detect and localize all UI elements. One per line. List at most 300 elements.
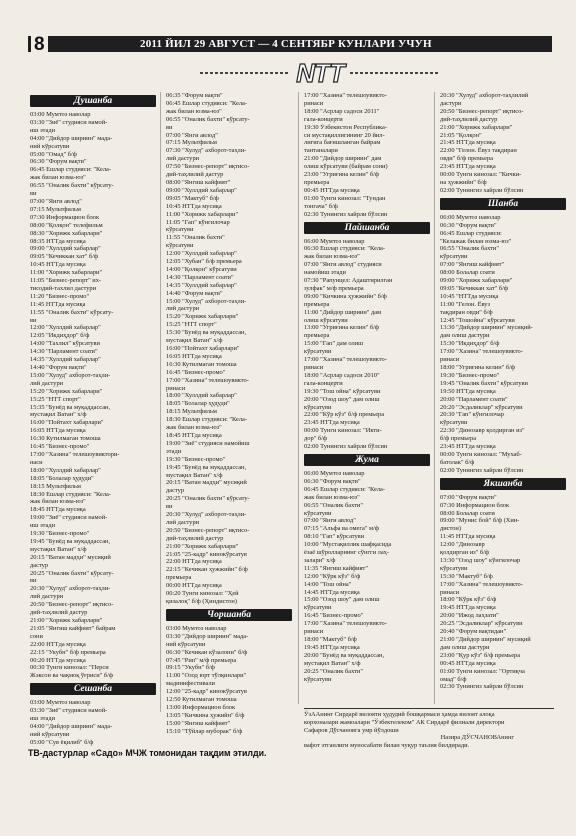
program-line: кўрсатуви (440, 564, 468, 572)
condolence-line: Сафаров Дўсчановга умр йўлдоши (304, 726, 399, 734)
program-line: 18:00 "Мактуб" б/ф (304, 636, 357, 643)
program-line: ёзаё шўролларнинг сўнгги лаҳ- (304, 549, 390, 557)
program-line: жак билан юзма-юз" (30, 498, 86, 506)
program-line: 03:30 "Зиё" студияси намой- (30, 707, 108, 715)
program-line: 20:50 "Бизнес-репорт" иқтисо- (166, 526, 250, 534)
program-line: 06:30 "Форум вақти" (440, 221, 497, 229)
condolence-name: Назира ДЎСЧАНОВАнинг (440, 734, 514, 742)
program-line: 06:55 "Оналик бахти" кўрсату- (30, 182, 114, 190)
program-line: кўрсатуви (304, 403, 332, 411)
program-line: кўрсатуви (166, 242, 194, 250)
program-line: 21:00 "Хорижк хабарлари" (166, 542, 239, 550)
program-line: 21:45 НТТда мусиқа (440, 139, 496, 147)
program-line: премьера (166, 574, 192, 582)
program-line: овди" б/ф премьера (440, 155, 493, 163)
column-divider (434, 92, 435, 704)
program-line: си мустақиллигининг 20 йил- (304, 131, 385, 139)
program-line: 18:00 "Асрлар садоси 2011" (304, 107, 380, 115)
program-line: кўрсатуви (304, 509, 332, 517)
column-divider (298, 92, 299, 704)
program-line: 06:45 Ешлар студияси: (440, 229, 502, 237)
program-line: 15:25 "НТТ спорт" (166, 321, 217, 329)
program-line: 09:00 "Хорижк хабарлари" (440, 277, 513, 285)
program-line: 00:45 НТТда мусиқа (440, 659, 496, 667)
program-line: 19:30 "Бизнес-промо" (30, 530, 90, 538)
program-line: 00:00 НТТда мусиқа (166, 582, 222, 590)
program-line: мадинифестивали (166, 680, 215, 688)
program-line: 18:45 НТТда мусиқа (166, 431, 222, 439)
program-line: 20:25 "Оналик бахти" кўрсату- (30, 569, 114, 577)
program-line: 13:30 "Дийдор шириин" мусиқий- (440, 324, 533, 332)
program-line: жак билан юзма-юз" (304, 493, 360, 501)
program-line: на ҳужжийн" б/ф (440, 178, 487, 186)
program-line: 19:45 НТТда мусиқа (304, 643, 360, 651)
program-line: кўрсатуви (440, 253, 468, 261)
program-line: 22:00 "Гелон. Ёвуз тақдиран (440, 147, 517, 155)
program-line: этади (166, 447, 182, 455)
program-line: 11:55 "Оналик бахти" кўрсату- (30, 308, 114, 316)
program-line: 14:40 "Форум вақти" (166, 289, 223, 297)
schedule-column-4 (440, 92, 566, 691)
program-line: 18:05 "Болалар ҳудуди" (166, 400, 230, 408)
program-line: 18:15 Мультфильм (30, 482, 81, 490)
program-line: қизалоқ" б/ф (Ҳиндистон) (166, 598, 237, 605)
program-line: 19:30 "Бизнес-промо" (166, 455, 226, 463)
program-line: 09:00 "Кичкина ҳужжийн" б/ф (304, 292, 387, 300)
program-line: 06:30 "Кечикан кўзалони" б/ф (166, 648, 248, 656)
program-line: 08:00 Болалар соати (440, 509, 495, 517)
program-line: 20:30 "Хулуд" ахборот-таҳли- (30, 585, 111, 593)
program-line: 20:00 "Парламент соати" (440, 395, 508, 403)
program-line: 07:30 "Рапунцел: Адаштирилган (304, 277, 393, 285)
program-line: 18:05 "Болалар ҳудуди" (30, 474, 94, 482)
program-line: премьера (304, 178, 330, 186)
program-line: жак билан юзма-юз" (166, 424, 222, 432)
program-line: ринаси (304, 99, 324, 107)
program-line: дий-таҳлилий дастур (166, 534, 224, 542)
program-line: 19:30 "Бизнес-промо" (440, 371, 500, 379)
program-line: 19:30 "Тош ойна" кўрсатуви (304, 387, 381, 395)
program-line: 20:00 "Бунёд ва муқаддассан, (304, 651, 385, 659)
footer-note: ТВ-дастурлар «Садо» МЧЖ томонидан тақдим этилди. (28, 748, 267, 758)
program-line: ви (30, 190, 37, 198)
program-line: 14:40 "Форум вақти" (30, 364, 87, 371)
program-line: 16:00 "Пойтахт хабарлари" (166, 345, 240, 352)
program-line: 12:00 "25-кадр" кинокўрсатув (166, 688, 247, 696)
program-line: 20:15 "Ватан мадҳи" мусиқий (30, 553, 111, 561)
program-line: 15:00 "Гап" дам олиш (304, 340, 364, 348)
program-line: 08:35 НТТда мусиқа (30, 237, 86, 245)
program-line: ви (166, 123, 173, 131)
program-line: 08:00 "Янгиш кайфият" (166, 178, 231, 186)
program-line: 10:00 "Мустақиллик шафқасида (304, 541, 392, 549)
program-line: жак билан юзма-юз" (304, 253, 360, 261)
program-line: 20:25 "Оналик бахти" (304, 667, 363, 675)
program-line: 17:00 "Хазина" телешоувикто- (166, 376, 249, 384)
program-line: 15:00 "Озод шоу" дам олиш (304, 596, 380, 604)
program-line: 12:00 "Хуллдий хабарлар" (30, 324, 101, 332)
program-line: наси (30, 458, 43, 466)
program-line: 02:30 Тунингиз хайрли бўлсин (304, 210, 388, 218)
program-line: 08:00 Болалар соати (440, 269, 495, 277)
program-line: 00:00 Тунги кинозал: "Мухаб- (440, 450, 522, 458)
program-line: 10:45 НТТда мусиқа (30, 261, 86, 269)
program-line: 09:05 "Мактуб" б/ф (166, 194, 219, 202)
program-line: 16:05 НТТда мусиқа (30, 427, 86, 435)
program-line: 11:35 "Янгиш кайфият" (304, 564, 368, 572)
program-line: 03:00 Мумтоз наволар (30, 699, 91, 707)
program-line: 02:00 Тунингиз хайрли бўлсин (440, 186, 524, 194)
program-line: 15:00 "Янгиш кайфият" (166, 719, 231, 727)
program-line: 15:20 "Хорижк хабарлари" (30, 387, 103, 395)
program-line: сони (30, 632, 43, 640)
day-heading: Якшанба (440, 478, 566, 490)
program-line: 07:30 "Хулуд" ахборот-таҳли- (166, 147, 247, 155)
program-line: лий дастури (166, 305, 200, 313)
program-line: 11:45 НТТда мусиқа (30, 300, 86, 308)
program-line: лигига бағишланган байрам (304, 139, 381, 147)
program-line: 15:30 "Мактуб" б/ф (440, 572, 493, 580)
program-line: 23:00 "Угриғина келин" б/ф (304, 171, 380, 179)
program-line: 08:00 "Қолқон" телефильм (30, 221, 103, 229)
program-line: "Келажак билан юзма-юз" (440, 237, 512, 245)
program-line: 06:55 "Оналик бахти" кўрсату- (166, 115, 250, 123)
program-line: дастур (166, 487, 185, 495)
program-line: 20:25 "Эсдаликлар" кўрсатуви (440, 620, 523, 628)
day-heading: Чоршанба (166, 609, 292, 621)
program-line: кўрсатуви (304, 348, 332, 356)
program-line: 14:35 "Хуллдий хабарлар" (30, 356, 101, 364)
program-line: 18:15 Мультфильм (166, 408, 217, 416)
program-line: 21:05 "25-кадр" кинокўрсатув (166, 550, 247, 558)
page-header-bar (28, 36, 552, 52)
program-line: 21:05 "Қолқон" (440, 131, 482, 139)
program-line: 23:45 НТТда мусиқа (440, 443, 496, 451)
program-line: жак билан юзма-юз" (166, 107, 222, 115)
program-line: ринаси (304, 628, 324, 636)
program-line: 16:45 "Бизнес-промо" (166, 368, 226, 376)
program-line: 20:15 "Ватан мадҳи" мусиқий (166, 479, 247, 487)
program-line: ринаси (166, 384, 186, 392)
program-line: 12:50 Кутилмаган томоша (166, 696, 237, 704)
program-line: тисодий-тахлил дастури (30, 284, 97, 292)
program-line: лий дастури (166, 155, 200, 163)
program-line: 01:00 Тунги кинозал: "Ортиқча (440, 667, 525, 675)
program-line: 05:00 "Омад" б/ф (30, 150, 77, 158)
program-line: 02:00 Тунингиз хайрли бўлсин (304, 443, 388, 451)
program-line: 04:00 "Дийдор шириин" мада- (30, 134, 113, 142)
program-line: гала-концерти (304, 379, 343, 387)
program-line: 19:50 НТТда мусиқа (440, 387, 496, 395)
logo-rule-left (200, 72, 290, 74)
program-line: ний кўрсатуви (30, 730, 70, 738)
program-line: Жэксон ва чақмоқ ўғриси" б/ф (30, 672, 113, 680)
program-line: 18:00 "Угриғина келин" б/ф (440, 364, 516, 371)
program-line: 20:20 "Эсдаликлар" кўрсатуви (440, 403, 523, 411)
program-line: ви (30, 577, 37, 585)
program-line: 00:00 Тунги кинозал: "Кички- (440, 171, 522, 179)
program-line: 09:00 "Мунис бой" б/ф (Хин- (440, 517, 520, 525)
program-line: дистон) (440, 525, 461, 533)
program-line: 12:00 "Хуллдий хабарлар" (166, 250, 237, 258)
schedule-column-1 (30, 92, 156, 746)
program-line: 15:00 "Хулуд" ахборот-таҳли- (30, 371, 111, 379)
program-line: 03:00 Мумтоз наволар (30, 111, 91, 118)
program-line: 14:00 "Қолқон" кўрсатуви (166, 265, 237, 273)
program-line: 10:45 НТТда мусиқа (166, 202, 222, 210)
program-line: 20:25 "Оналик бахти" кўрсату- (166, 495, 250, 503)
program-line: 11:00 "Гелон. Ёвуз (440, 300, 490, 308)
program-line: 20:00 "Озод шоу" дам олиш (304, 395, 380, 403)
program-line: 07:15 Мультфильм (30, 205, 81, 213)
program-line: 05:00 "Сув ёқилиб" б/ф (30, 738, 94, 746)
program-line: премьера (304, 332, 330, 340)
program-line: 19:00 "Зиё" студияси намойиш (166, 439, 250, 447)
program-line: дастури (440, 99, 462, 107)
program-line: 06:00 Мумтоз наволар (304, 237, 365, 245)
program-line: 17:00 "Хазина" телешоувикто- (304, 92, 387, 99)
program-line: 03:30 "Дийдор шириин" мада- (166, 632, 249, 640)
program-line: 07:00 "Янги авлод" (30, 197, 82, 205)
program-line: 21:00 "Хорижк хабарлари" (440, 123, 513, 131)
program-line: лий дастури (30, 593, 64, 601)
program-line: мустақил Ватан" х/ф (166, 471, 223, 479)
program-line: мустақил Ватан" х/ф (30, 411, 87, 419)
program-line: 13:00 "Угриғина келин" б/ф (304, 324, 380, 332)
program-line: 19:45 "Оналик бахти" кўрсатуви (440, 379, 528, 387)
schedule-column-3 (304, 92, 430, 683)
program-line: жак билан юзма-юз" (30, 174, 86, 182)
program-line: ний кўрсатуви (30, 142, 70, 150)
program-line: 21:00 "Дийдор шириин" мусиқий (440, 636, 531, 643)
program-line: 18:00 "Асрлар садоси 2010" (304, 371, 380, 379)
program-line: 06:45 Ешлар студияси: "Кела- (30, 166, 111, 174)
program-line: 09:05 "Кечиккан хат" б/ф (440, 284, 509, 292)
program-line: 07:30 Информацион блок (440, 501, 510, 509)
program-line: ринаси (440, 588, 460, 596)
program-line: 03:30 "Зиё" студияси намой- (30, 118, 108, 126)
program-line: 15:30 "Икдиҳдор" б/ф (440, 340, 500, 348)
program-line: 09:05 "Кечиккан хат" б/ф (30, 253, 99, 261)
program-line: 21:00 "Хорижк хабарлари" (30, 617, 103, 624)
program-line: 02:30 Тунингиз хайрли бўлсин (440, 683, 524, 691)
program-line: 06:30 "Форум вақти" (304, 477, 361, 485)
program-line: 09:15 "Укубн" б/ф (166, 664, 215, 672)
program-line: 15:10 "Тўйлар муборак" б/ф (166, 727, 243, 735)
program-line: 20:40 "Форум вақтидан" (440, 628, 507, 636)
program-line: 07:00 "Янги авлод" (166, 131, 218, 139)
program-line: 01:00 Тунги кинозал: "Тундан (304, 194, 386, 202)
program-line: 07:30 Информацион блок (30, 213, 100, 221)
program-line: 00:20 НТТда мусиқа (30, 656, 86, 664)
program-line: 09:00 "Хуллдий хабарлар" (30, 245, 101, 253)
program-line: 19:00 "Зиё" студияси намой- (30, 514, 108, 522)
program-line: 07:00 "Янги авлод" (304, 517, 356, 525)
program-line: 20:50 "Бизнес-репорт" иқтисо- (440, 107, 524, 115)
program-line: 06:35 "Форум вақти" (166, 92, 223, 99)
program-line: олиш кўрсатуви (байрам сони) (304, 163, 388, 171)
program-line: 11:05 "Бизнес-репорт" их- (30, 277, 102, 285)
program-line: премьера (304, 300, 330, 308)
program-line: 07:45 "Рип" м/ф премьера (166, 656, 237, 664)
program-line: лий дастури (166, 518, 200, 526)
program-line: дор" б/ф (304, 435, 328, 443)
program-line: 06:00 Мумтоз наволар (440, 213, 501, 221)
program-line: 17:00 "Хазина" телешоувикто- (304, 620, 387, 628)
program-line: тақдиран овди" б/ф (440, 308, 493, 316)
program-line: омад" б/ф (440, 675, 467, 683)
program-line: 19:45 НТТда мусиқа (440, 604, 496, 612)
program-line: 06:45 Ешлар студияси: "Кела- (304, 485, 385, 493)
program-line: 16:30 Кутилмаган томоша (30, 435, 101, 443)
program-line: 15:35 "Бунёд ва муқаддассан, (30, 403, 111, 411)
program-line: 06:45 Ешлар студияси: "Кела- (166, 99, 247, 107)
program-line: 12:45 "Тошойна" кўрсатуви (440, 316, 515, 324)
program-line: 23:00 "Қур кўз" б/ф премьера (440, 651, 521, 659)
program-line: 15:20 "Хорижк хабарлари" (166, 313, 239, 321)
program-line: 15:30 "Бунёд ва муқаддассан, (166, 329, 247, 337)
program-line: 20:50 "Бизнес-репорт" иқтисо- (30, 601, 114, 609)
day-heading: Душанба (30, 95, 156, 107)
program-line: 17:00 "Хазина" телешоувикто- (440, 580, 523, 588)
page-number: 8 (31, 34, 48, 56)
program-line: кўрсатуви (304, 675, 332, 683)
program-line: иш этади (30, 522, 56, 530)
program-line: кўрсатуви (304, 604, 332, 612)
program-line: 21:05 "Янгиш кайфият" байрам (30, 624, 116, 632)
program-line: мустақил Ватан" х/ф (304, 659, 361, 667)
program-line: 17:00 "Хазина" телешоувикто- (440, 348, 523, 356)
program-line: 11:00 "Дийдор шириин" дам (304, 308, 382, 316)
program-line: мустақил Ватан" х/ф (30, 545, 87, 553)
program-line: 18:30 Ешлар студияси: "Кела- (166, 416, 247, 424)
program-line: 22:30 "Динозавр қолдирган из" (440, 427, 525, 435)
program-line: 17:00 "Хазина" телешоувиктори- (30, 450, 120, 458)
program-line: дий-таҳлилий дастур (440, 115, 498, 123)
program-line: 15:00 "Хулуд" ахборот-таҳли- (166, 297, 247, 305)
day-heading: Жума (304, 454, 430, 466)
program-line: 19:45 "Бунёд ва муқаддассан, (30, 537, 111, 545)
program-line: 14:45 НТТда мусиқа (304, 588, 360, 596)
program-line: 06:30 "Форум вақти" (30, 158, 87, 166)
program-line: ринаси (304, 364, 324, 371)
program-line: 19:30 Ўзбекистон Республика- (304, 123, 387, 131)
program-line: 14:35 "Хуллдий хабарлар" (166, 281, 237, 289)
program-line: 00:20 Тунги кинозал: "Ҳей (166, 590, 239, 598)
condolence-line: ЎзААнинг Сирдарё вилояти ҳудудий бошқармаси ҳамда вилоят алоқа (304, 711, 495, 718)
program-line: 14:30 "Парламент соати" (166, 273, 234, 281)
program-line: 12:00 "Кўрк кўз" б/ф (304, 572, 361, 580)
program-line: 07:00 "Форум вақти" (440, 493, 497, 501)
program-line: 22:00 НТТда мусиқа (166, 558, 222, 566)
program-line: 07:00 "Янгиш кайфият" (440, 261, 505, 269)
program-line: 13:00 Информацион блок (166, 703, 236, 711)
program-line: 03:00 Мумтоз наволар (166, 624, 227, 632)
program-line: залари" х/ф (304, 556, 336, 564)
program-line: 16:05 НТТда мусиқа (166, 352, 222, 360)
header-title: 2011 ЙИЛ 29 АВГУСТ — 4 СЕНТЯБР КУНЛАРИ УЧУН (140, 38, 432, 50)
program-line: 14:00 "Тахлил" кўрсатуви (30, 340, 100, 348)
program-line: қолдирган из" б/ф (440, 549, 490, 557)
program-line: 22:15 "Укубн" б/ф премьера (30, 648, 106, 656)
program-line: 15:25 "НТТ спорт" (30, 395, 81, 403)
program-line: батолак" б/ф (440, 458, 475, 466)
program-line: дий-таҳлилий дастур (166, 171, 224, 179)
program-line: 20:00 "Ижод лаҳзати" (440, 612, 499, 620)
program-line: 22:00 "Кўр кўз" б/ф премьера (304, 411, 385, 419)
program-line: 02:00 Тунингиз хайрли бўлсин (440, 466, 524, 474)
program-line: 11:00 "Озод юрт тўлқинлари" (166, 672, 247, 680)
program-line: 21:00 "Дийдор шириин" дам (304, 155, 382, 163)
program-line: 09:00 "Хуллдий хабарлар" (166, 186, 237, 194)
program-line: 08:30 "Хорижк хабарлари" (30, 229, 103, 237)
program-line: 18:00 "Хуллдий хабарлар" (166, 392, 237, 400)
program-line: гала-концерти (304, 115, 343, 123)
day-heading: Пайшанба (304, 222, 430, 234)
program-line: дам олиш дастури (440, 643, 490, 651)
program-line: 18:30 Ешлар студияси: "Кела- (30, 490, 111, 498)
program-line: 00:30 Тунги кинозал: "Перси (30, 664, 109, 672)
program-line: 11:05 "Гап" кўнгилочар (166, 218, 230, 226)
program-line: б/ф премьера (440, 435, 477, 443)
program-line: 11:55 "Оналик бахти" (166, 234, 225, 242)
program-line: 12:00 "Динозавр (440, 541, 485, 549)
condolence-notice (304, 708, 554, 750)
program-line: 06:00 Мумтоз наволар (304, 469, 365, 477)
program-line: 07:50 "Бизнес-репорт" иқтисо- (166, 163, 250, 171)
program-line: дий-таҳлилий дастур (30, 609, 88, 617)
program-line: 13:30 "Озод шоу" кўнгилочар (440, 556, 521, 564)
program-line: 12:05 "Икдиҳдор" б/ф (30, 332, 90, 340)
program-line: 06:30 Ешлар студияси: "Кела- (304, 245, 385, 253)
program-line: ви (166, 503, 173, 511)
program-line: 11:00 "Хорижк хабарлари" (166, 210, 239, 218)
program-line: ринаси (440, 356, 460, 364)
logo-rule-right (350, 72, 440, 74)
program-line: иш этади (30, 715, 56, 723)
program-line: 19:45 "Бунёд ва муқаддассан, (166, 463, 247, 471)
program-line: 16:45 "Бизнес-промо" (30, 443, 90, 451)
program-line: 20:30 "Хулуд" ахборот-таҳлилий (440, 92, 529, 99)
program-line: кўрсатуви (440, 419, 468, 427)
program-line: 07:15 Мультфильм (166, 139, 217, 147)
program-line: тантаналари (304, 147, 338, 155)
program-line: 12:05 "Хубан" б/ф премьера (166, 258, 242, 266)
logo-row (200, 58, 440, 88)
program-line: 23:45 НТТда мусиқа (304, 419, 360, 427)
program-line: 06:55 "Оналик бахти" (440, 245, 499, 253)
program-line: дам олиш дастури (440, 332, 490, 340)
program-line: 00:45 НТТда мусиқа (304, 186, 360, 194)
program-line: 23:45 НТТда мусиқа (440, 163, 496, 171)
program-line: олиш кўрсатуви (304, 316, 348, 324)
condolence-closing: вафот этганлиги муносабати билан чуқур таъзия билдиради. (304, 742, 470, 750)
program-line: 22:00 НТТда мусиқа (30, 640, 86, 648)
day-heading: Сешанба (30, 683, 156, 695)
program-line: 14:00 "Тош ойна" (304, 580, 352, 588)
program-line: 07:00 "Янги авлод" студияси (304, 261, 382, 269)
program-line: мустақил Ватан" х/ф (166, 337, 223, 345)
program-line: 18:00 "Кўрк кўз" б/ф (440, 596, 497, 604)
program-line: намойиш этади (304, 269, 346, 277)
program-line: дастур (30, 561, 49, 569)
program-line: 20:30 "Хулуд" ахборот-таҳли- (166, 511, 247, 519)
program-line: 13:05 "Кичкина ҳужийн" б/ф (166, 711, 245, 719)
program-line: 10:45 "НТТда мусиқа (440, 292, 499, 300)
schedule-column-2 (166, 92, 292, 735)
program-line: 07:15 "Альфа ва омега" м/ф (304, 525, 380, 533)
program-line: 18:00 "Хуллдий хабарлар" (30, 466, 101, 474)
